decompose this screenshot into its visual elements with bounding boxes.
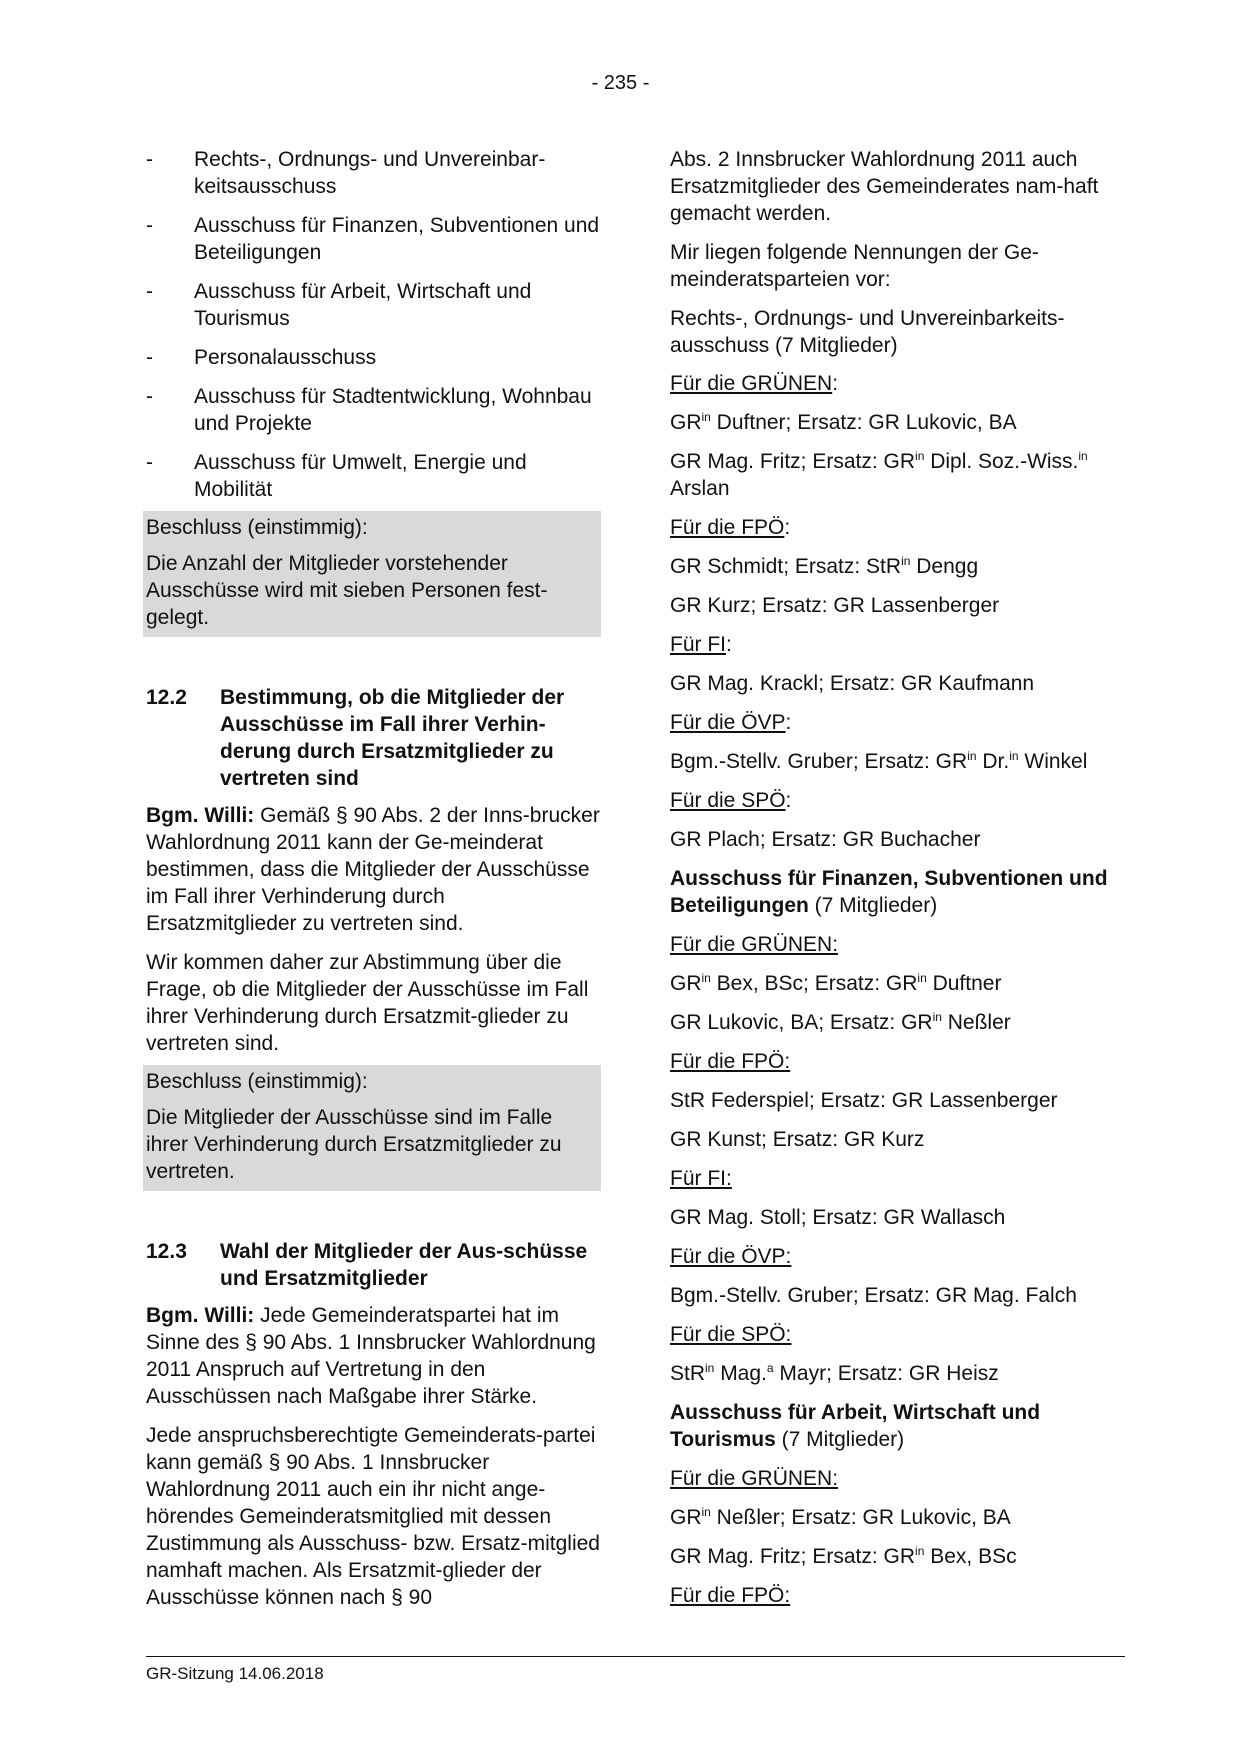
list-item-text: Ausschuss für Stadtentwicklung, Wohnbau und Projekte [194,385,592,435]
member-entry: GR Lukovic, BA; Ersatz: $GR^{in}$ Neßler [670,1010,1011,1034]
party-label: Für die SPÖ: [670,1323,792,1346]
section-number: 12.3 [146,1240,187,1263]
party-label: Für die GRÜNEN: [670,1467,839,1490]
member-entry: $GR^{in}$ Duftner; Ersatz: GR Lukovic, BA [670,410,1017,434]
page-number: - 235 - [591,72,650,94]
member-entry: GR Mag. Fritz; Ersatz: $GR^{in}$ Dipl. Soz.-Wiss.$^{in}$ Arslan [670,449,1088,500]
left-column [146,146,601,1623]
paragraph: Abs. 2 Innsbrucker Wahlordnung 2011 auch Ersatzmitglieder des Gemeinderates nam-haft gemacht werden. [670,148,1099,225]
section-heading [146,684,601,792]
paragraph-text: Gemäß § 90 Abs. 2 der Inns-brucker Wahlordnung 2011 kann der Ge-meinderat bestimmen, dass die Mitglieder der Ausschüsse im Fall ihrer Verhinderung durch Ersatzmitglieder zu vertreten sind. [146,804,600,935]
resolution-box [143,1065,601,1191]
party-label: Für die ÖVP: [670,1245,792,1268]
committee-title: Ausschuss für Finanzen, Subventionen und Beteiligungen (7 Mitglieder) [670,867,1108,917]
member-entry: Bgm.-Stellv. Gruber; Ersatz: $GR^{in}$ Dr.$^{in}$ Winkel [670,749,1088,773]
party-label: Für die GRÜNEN: [670,372,839,395]
member-entry: GR Kunst; Ersatz: GR Kurz [670,1128,925,1151]
list-item-text: Ausschuss für Umwelt, Energie und Mobilität [194,451,527,501]
resolution-box [143,511,601,637]
member-entry: GR Schmidt; Ersatz: StR$^{in}$ Dengg [670,554,979,578]
member-entry: GR Mag. Fritz; Ersatz: $GR^{in}$ Bex, BSc [670,1544,1017,1568]
member-entry: GR Plach; Ersatz: GR Buchacher [670,828,981,851]
section-title: Wahl der Mitglieder der Aus-schüsse und Ersatzmitglieder [220,1240,588,1290]
party-label: Für die FPÖ: [670,1584,791,1607]
paragraph [146,802,601,937]
member-entry: StR$^{in}$ Mag.$^a$ Mayr; Ersatz: GR Heisz [670,1361,999,1385]
list-item: - Rechts-, Ordnungs- und Unvereinbar-keitsausschuss [146,146,601,200]
party-label: Für FI: [670,1167,732,1190]
party-label: Für die ÖVP: [670,711,792,734]
list-item: - Ausschuss für Umwelt, Energie und Mobilität [146,449,601,503]
member-entry: StR Federspiel; Ersatz: GR Lassenberger [670,1089,1058,1112]
speaker-name: Bgm. Willi: [146,1304,255,1327]
committee-title: Rechts-, Ordnungs- und Unvereinbarkeits-ausschuss (7 Mitglieder) [670,307,1065,357]
paragraph: Wir kommen daher zur Abstimmung über die Frage, ob die Mitglieder der Ausschüsse im Fall ihrer Verhinderung durch Ersatzmit-glieder zu vertreten sind. [146,951,589,1055]
list-item: - Ausschuss für Arbeit, Wirtschaft und Tourismus [146,278,601,332]
resolution-heading: Beschluss (einstimmig): [146,516,368,539]
list-item: - Ausschuss für Finanzen, Subventionen und Beteiligungen [146,214,600,264]
party-label: Für die FPÖ: [670,1050,791,1073]
footer-text: GR-Sitzung 14.06.2018 [146,1664,324,1683]
member-entry: GR Kurz; Ersatz: GR Lassenberger [670,594,1000,617]
section-heading [146,1238,601,1292]
list-item: - Ausschuss für Stadtentwicklung, Wohnbau und Projekte [146,383,601,437]
party-label: Für die GRÜNEN: [670,933,839,956]
list-item-text: Ausschuss für Finanzen, Subventionen und Beteiligungen [194,214,600,264]
committee-title: Ausschuss für Arbeit, Wirtschaft und Tourismus (7 Mitglieder) [670,1401,1041,1451]
party-label: Für die SPÖ: [670,789,792,812]
member-entry: Bgm.-Stellv. Gruber; Ersatz: GR Mag. Falch [670,1284,1077,1307]
paragraph-text: Jede Gemeinderatspartei hat im Sinne des § 90 Abs. 1 Innsbrucker Wahlordnung 2011 Anspruch auf Vertretung in den Ausschüssen nach Maßgabe ihrer Stärke. [146,1304,596,1408]
paragraph: Jede anspruchsberechtigte Gemeinderats-partei kann gemäß § 90 Abs. 1 Innsbrucker Wahlordnung 2011 auch ein ihr nicht ange-hörendes Gemeinderatsmitglied mit dessen Zustimmung als Ausschuss- bzw. Ersatz-mitglied namhaft machen. Als Ersatzmit-glieder der Ausschüsse können nach § 90 [146,1424,600,1609]
resolution-text: Die Anzahl der Mitglieder vorstehender Ausschüsse wird mit sieben Personen fest-gelegt. [146,552,548,629]
list-item-text: Ausschuss für Arbeit, Wirtschaft und Tourismus [194,280,532,330]
section-number: 12.2 [146,686,187,709]
member-entry: GR Mag. Stoll; Ersatz: GR Wallasch [670,1206,1006,1229]
right-column [670,146,1120,1621]
paragraph [146,1302,601,1410]
party-label: Für die FPÖ: [670,516,791,539]
list-item-text: Personalausschuss [194,346,377,369]
member-entry: GR Mag. Krackl; Ersatz: GR Kaufmann [670,672,1035,695]
list-item-text: Rechts-, Ordnungs- und Unvereinbar-keitsausschuss [194,148,546,198]
resolution-text: Die Mitglieder der Ausschüsse sind im Falle ihrer Verhinderung durch Ersatzmitglieder zu vertreten. [146,1106,562,1183]
section-title: Bestimmung, ob die Mitglieder der Ausschüsse im Fall ihrer Verhin-derung durch Ersatzmitglieder zu vertreten sind [220,686,565,790]
member-entry: $GR^{in}$ Neßler; Ersatz: GR Lukovic, BA [670,1505,1011,1529]
resolution-heading: Beschluss (einstimmig): [146,1070,368,1093]
footer-divider [146,1656,1125,1657]
party-label: Für FI: [670,633,732,656]
speaker-name: Bgm. Willi: [146,804,255,827]
member-entry: $GR^{in}$ Bex, BSc; Ersatz: $GR^{in}$ Duftner [670,971,1002,995]
paragraph: Mir liegen folgende Nennungen der Ge-meinderatsparteien vor: [670,241,1039,291]
list-item: - Personalausschuss [146,344,601,371]
